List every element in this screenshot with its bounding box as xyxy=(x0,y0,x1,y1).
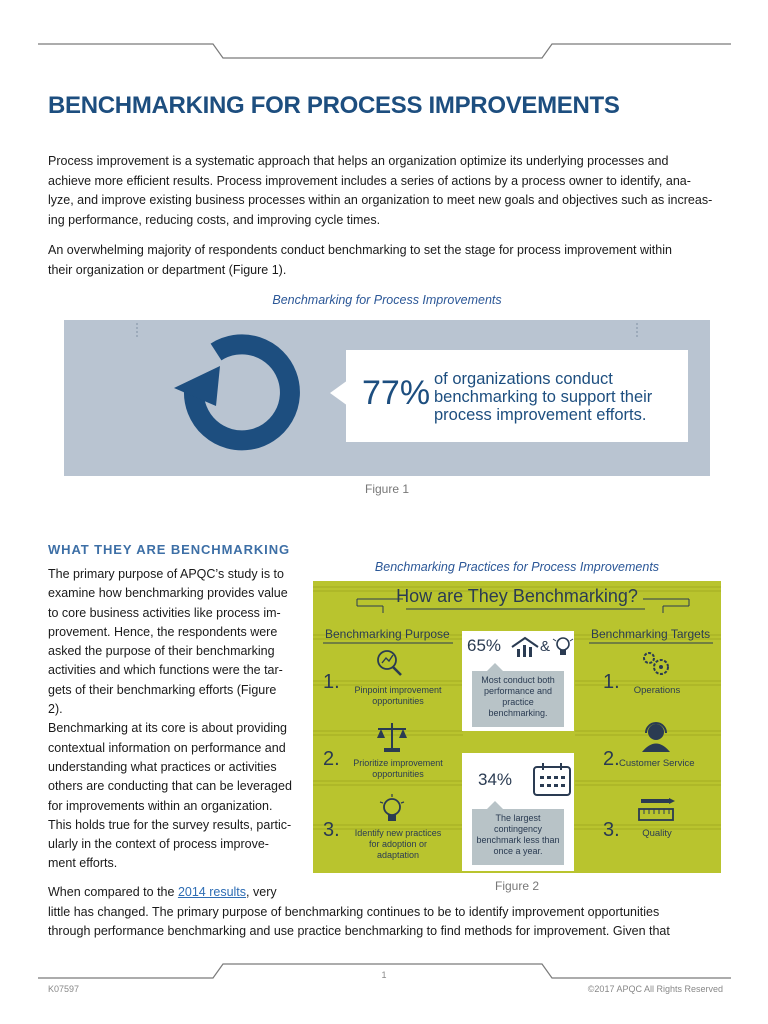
house-chart-icon xyxy=(510,635,540,659)
text-line: ularly in the context of process improve- xyxy=(48,837,269,852)
message-line: of organizations conduct xyxy=(434,370,613,388)
purpose-line: opportunities xyxy=(372,769,424,779)
compared-prefix: When compared to the xyxy=(48,885,178,899)
text-line: achieve more efficient results. Process improvement includes a series of actions by a process owner to identify, ana- xyxy=(48,174,691,188)
note-line: benchmarking. xyxy=(488,708,548,718)
note-pointer xyxy=(486,663,504,672)
section-heading: WHAT THEY ARE BENCHMARKING xyxy=(48,542,290,557)
stat2-percent: 34% xyxy=(478,770,513,789)
message-line: process improvement efforts. xyxy=(434,406,647,424)
stat2-note xyxy=(472,809,564,865)
section-body xyxy=(48,565,300,874)
figure1-message xyxy=(434,370,684,424)
target-2-label: Customer Service xyxy=(619,758,695,769)
copyright-notice: ©2017 APQC All Rights Reserved xyxy=(587,984,723,994)
purpose-line: Identify new practices xyxy=(354,828,442,838)
targets-title: Benchmarking Targets xyxy=(591,627,711,641)
text-line: their organization or department (Figure 1). xyxy=(48,263,287,277)
cycle-arrow-icon xyxy=(170,330,310,470)
header-rule xyxy=(0,40,768,64)
text-line: Benchmarking at its core is about providing xyxy=(48,721,288,736)
purpose-2-text xyxy=(343,758,453,780)
purpose-title: Benchmarking Purpose xyxy=(325,627,450,641)
text-line: through performance benchmarking and use practice benchmarking to find methods for improvement. Given that xyxy=(48,924,670,938)
purpose-number-1: 1. xyxy=(323,671,340,693)
page-title: BENCHMARKING FOR PROCESS IMPROVEMENTS xyxy=(48,92,620,119)
magnifier-chart-icon xyxy=(375,648,403,678)
text-line: to core business activities like process im- xyxy=(48,605,281,620)
purpose-number-2: 2. xyxy=(323,748,340,770)
text-line: The primary purpose of APQC’s study is to xyxy=(48,567,284,581)
note-line: Most conduct both xyxy=(481,675,555,685)
text-line: activities and which functions were the tar- xyxy=(48,663,283,678)
ruler-pen-icon xyxy=(635,795,677,825)
note-line: benchmark less than xyxy=(476,835,560,845)
text-line: ment efforts. xyxy=(48,856,118,871)
figure1-callout xyxy=(346,350,688,442)
target-3-label: Quality xyxy=(642,828,672,839)
figure1-label: Figure 1 xyxy=(364,482,410,496)
figure1-caption: Benchmarking for Process Improvements xyxy=(272,293,502,307)
note-line: The largest xyxy=(495,813,541,823)
document-code: K07597 xyxy=(48,984,80,994)
note-pointer xyxy=(486,801,504,810)
target-number-3: 3. xyxy=(603,819,620,841)
figure2-heading: How are They Benchmarking? xyxy=(396,586,638,606)
text-line: for improvements within an organization. xyxy=(48,798,273,813)
text-line: little has changed. The primary purpose of benchmarking continues to be to identify improvement opportunities xyxy=(48,905,660,919)
stat1-percent: 65% xyxy=(467,636,502,655)
figure2-label: Figure 2 xyxy=(494,879,540,893)
purpose-line: adaptation xyxy=(376,850,420,860)
purpose-1-text xyxy=(343,685,453,707)
scale-icon xyxy=(375,721,409,755)
stat1-note-text xyxy=(472,675,564,719)
text-line: contextual information on performance and xyxy=(48,740,286,755)
text-line: gets of their benchmarking efforts (Figure xyxy=(48,682,277,697)
stat2-note-text xyxy=(472,813,564,857)
text-line: Process improvement is a systematic approach that helps an organization optimize its underlying processes and xyxy=(48,154,669,168)
text-line: ing performance, reducing costs, and improving cycle times. xyxy=(48,213,381,227)
calendar-icon xyxy=(532,761,572,797)
bulb-idea-icon xyxy=(552,633,574,659)
stat1-ampersand: & xyxy=(540,638,551,655)
target-number-1: 1. xyxy=(603,671,620,693)
text-line: asked the purpose of their benchmarking xyxy=(48,644,275,659)
callout-pointer xyxy=(330,380,348,406)
2014-results-link[interactable]: 2014 results xyxy=(177,885,247,899)
text-line: lyze, and improve existing business processes within an organization to meet new goals and objectives such as increas- xyxy=(48,193,713,207)
compared-suffix: , very xyxy=(246,885,277,899)
figure2-caption: Benchmarking Practices for Process Improvements xyxy=(374,560,660,574)
figure2-infographic xyxy=(313,581,721,873)
headset-icon xyxy=(639,721,673,753)
note-line: practice xyxy=(502,697,534,707)
message-line: benchmarking to support their xyxy=(434,388,653,406)
purpose-line: Prioritize improvement xyxy=(353,758,443,768)
lightbulb-icon xyxy=(377,793,407,827)
figure1-infographic xyxy=(64,320,710,476)
target-1-label: Operations xyxy=(633,685,681,696)
note-line: once a year. xyxy=(493,846,543,856)
text-line: provement. Hence, the respondents were xyxy=(48,624,278,639)
purpose-line: for adoption or xyxy=(368,839,428,849)
stat1-note xyxy=(472,671,564,727)
note-line: contingency xyxy=(493,824,543,834)
text-line: examine how benchmarking provides value xyxy=(48,586,288,601)
note-line: performance and xyxy=(483,686,553,696)
gears-icon xyxy=(639,649,673,677)
target-number-2: 2. xyxy=(603,748,620,770)
text-line: others are conducting that can be leveraged xyxy=(48,779,292,794)
figure1-percent: 77% xyxy=(362,374,431,412)
text-line: This holds true for the survey results, partic- xyxy=(48,817,292,832)
page-number: 1 xyxy=(381,970,387,980)
text-line: 2). xyxy=(48,702,63,717)
purpose-line: opportunities xyxy=(372,696,424,706)
compared-line xyxy=(48,883,300,902)
text-line: understanding what practices or activities xyxy=(48,759,277,774)
text-line: An overwhelming majority of respondents conduct benchmarking to set the stage for process improvement within xyxy=(48,243,672,257)
purpose-number-3: 3. xyxy=(323,819,340,841)
purpose-line: Pinpoint improvement xyxy=(354,685,442,695)
purpose-3-text xyxy=(343,828,453,861)
